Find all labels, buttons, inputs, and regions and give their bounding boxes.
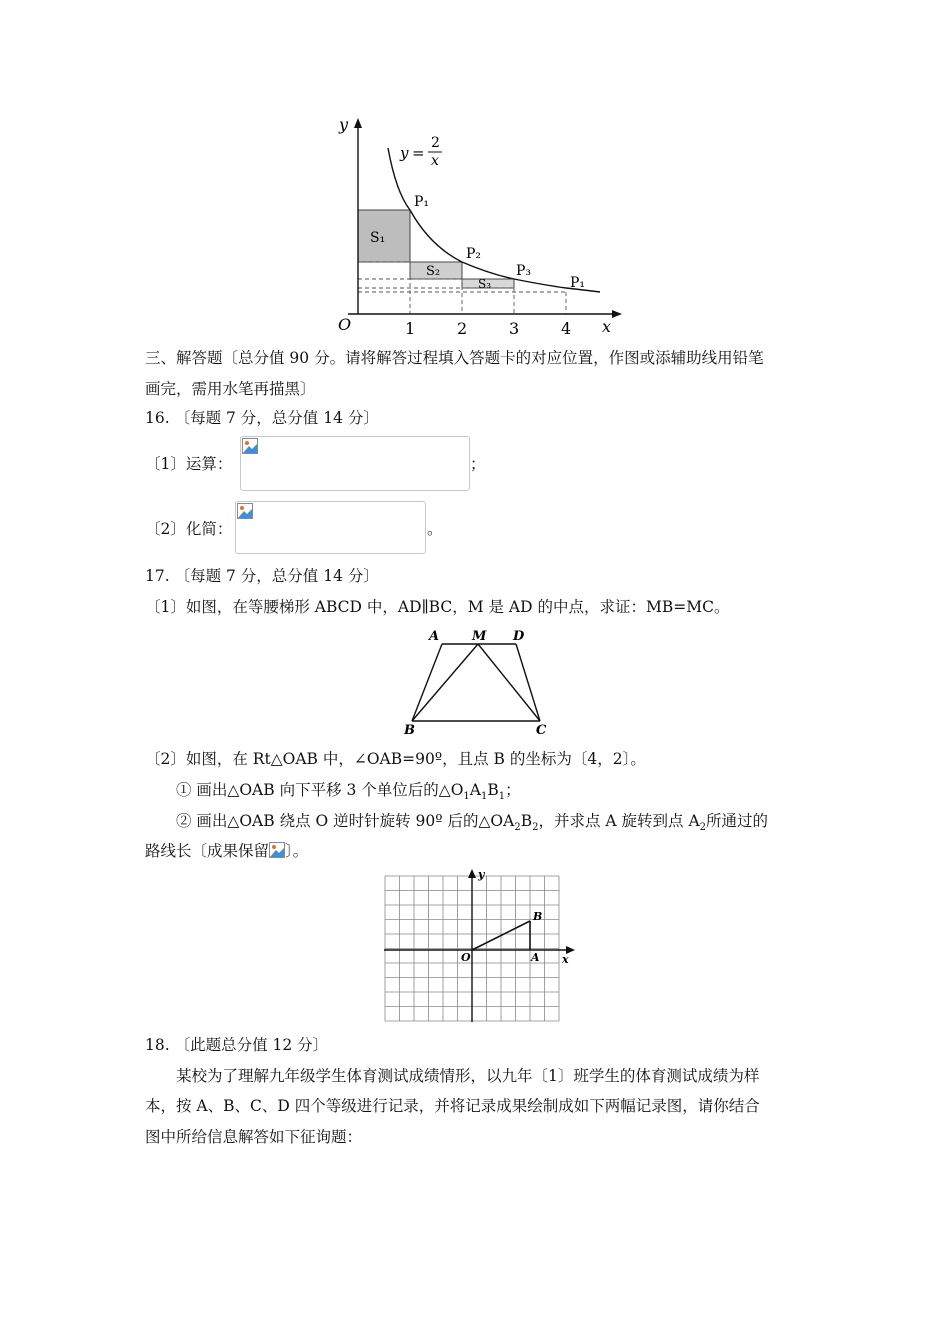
broken-image-icon <box>237 503 253 519</box>
x-tick-2: 2 <box>457 319 468 338</box>
point-p1-label: P₁ <box>414 194 430 210</box>
section-heading-line1: 三、解答题〔总分值 90 分。请将解答过程填入答题卡的对应位置，作图或添辅助线用铅笔 <box>145 349 764 367</box>
function-numerator: 2 <box>431 135 440 151</box>
area-s3-label: S₃ <box>478 277 492 291</box>
q16-part2-label: 〔2〕化简： <box>145 520 233 538</box>
point-p2-label: P₂ <box>466 246 482 262</box>
point-p3-label: P₃ <box>516 263 532 279</box>
q18-line1: 某校为了理解九年级学生体育测试成绩情形，以九年〔1〕班学生的体育测试成绩为样 <box>176 1067 760 1085</box>
q18-line2: 本，按 A、B、C、D 四个等级进行记录，并将记录成果绘制成如下两幅记录图，请你结合 <box>145 1097 760 1115</box>
y-axis-arrow-icon <box>354 118 362 128</box>
q16-part2-formula-image <box>235 501 426 554</box>
q17-part2-text: 〔2〕如图，在 Rt△OAB 中，∠OAB=90º，且点 B 的坐标为〔4，2〕。 <box>145 750 646 768</box>
q17-header: 17. 〔每题 7 分，总分值 14 分〕 <box>145 567 379 585</box>
y-axis-label: y <box>339 115 349 134</box>
x-tick-3: 3 <box>509 319 520 338</box>
x-axis-label: x <box>602 317 612 336</box>
vertex-a-label: A <box>429 629 440 644</box>
function-y: y <box>400 144 409 162</box>
q16-part1-formula-image <box>240 436 470 491</box>
x-tick-1: 1 <box>405 319 416 338</box>
area-s1-label: S₁ <box>370 230 386 246</box>
inverse-function-figure <box>330 112 630 340</box>
function-equals: = <box>412 144 425 162</box>
vertex-c-label: C <box>536 723 547 736</box>
vertex-b-label: B <box>404 723 415 736</box>
grid-y-arrow-icon <box>468 869 476 878</box>
area-s2-label: S₂ <box>426 264 441 279</box>
broken-image-icon <box>242 438 258 454</box>
x-axis-arrow-icon <box>612 310 622 318</box>
q16-header: 16. 〔每题 7 分，总分值 14 分〕 <box>145 409 379 427</box>
broken-image-icon <box>269 842 285 858</box>
grid-a-label: A <box>531 951 540 964</box>
q16-part1-label: 〔1〕运算： <box>145 455 233 473</box>
q17-part1-text: 〔1〕如图，在等腰梯形 ABCD 中，AD∥BC，M 是 AD 的中点，求证：MB=MC。 <box>145 598 730 616</box>
q18-header: 18. 〔此题总分值 12 分〕 <box>145 1036 329 1054</box>
grid-x-label: x <box>562 953 569 966</box>
q18-line3: 图中所给信息解答如下征询题： <box>145 1128 363 1146</box>
q17-item2: ② 画出△OAB 绕点 O 逆时针旋转 90º 后的$\triangle OA_2B_2$，并求点 A 旋转到点 $A_2$所通过的 <box>176 812 769 834</box>
origin-label: O <box>338 315 352 334</box>
x-tick-4: 4 <box>561 319 572 338</box>
q16-part1-end: ； <box>470 455 486 473</box>
isosceles-trapezoid-figure <box>398 624 554 736</box>
grid-origin-label: O <box>461 951 471 964</box>
q17-item2-line2: 路线长〔成果保留 〕。 <box>145 842 309 860</box>
q16-part2-end: 。 <box>427 520 443 538</box>
vertex-m-label: M <box>472 629 487 644</box>
coordinate-grid-figure <box>384 868 576 1023</box>
section-heading-line2: 画完，需用水笔再描黑〕 <box>145 380 316 398</box>
point-p4-label: P₁ <box>570 275 586 291</box>
function-denominator: x <box>431 153 439 169</box>
grid-b-label: B <box>533 910 543 923</box>
grid-y-label: y <box>478 868 485 881</box>
q17-item1: ① 画出△OAB 向下平移 3 个单位后的$\triangle O_1A_1B_1$； <box>176 781 521 803</box>
vertex-d-label: D <box>513 629 525 644</box>
